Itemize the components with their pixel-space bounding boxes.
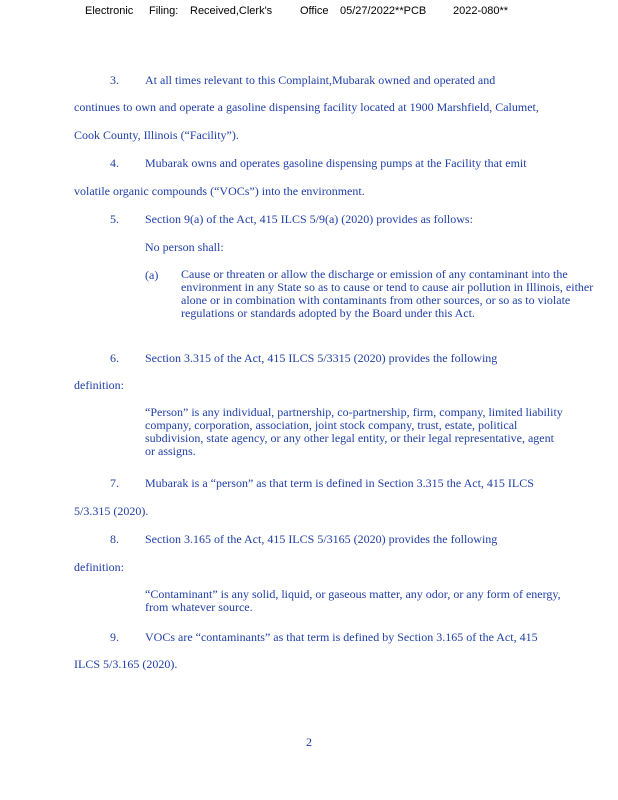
paragraph-3-line-3: Cook County, Illinois (“Facility”). (74, 128, 239, 142)
paragraph-3-line-2: continues to own and operate a gasoline dispensing facility located at 1900 Marshfield, Calumet, (74, 100, 539, 114)
header-date: 05/27/2022**PCB (340, 5, 427, 17)
paragraph-8-line-2: definition: (74, 560, 124, 574)
paragraph-8-number: 8. (110, 532, 119, 546)
paragraph-7-line-2: 5/3.315 (2020). (74, 504, 149, 518)
paragraph-4-line-2: volatile organic compounds (“VOCs”) into the environment. (74, 184, 365, 198)
paragraph-5-intro: No person shall: (145, 240, 224, 254)
paragraph-9-line-2: ILCS 5/3.165 (2020). (74, 657, 178, 671)
paragraph-4-line-1: Mubarak owns and operates gasoline dispensing pumps at the Facility that emit (145, 156, 527, 170)
paragraph-9-line-1: VOCs are “contaminants” as that term is defined by Section 3.165 of the Act, 415 (145, 630, 538, 644)
paragraph-5-line-1: Section 9(a) of the Act, 415 ILCS 5/9(a) (2020) provides as follows: (145, 212, 473, 226)
header-office: Office (300, 5, 329, 17)
header-case: 2022-080** (453, 5, 509, 17)
paragraph-6-quote: “Person” is any individual, partnership, co-partnership, firm, company, limited liability company, corporation, association, joint stock company, trust, estate, political subdivision, state agency, or any other legal entity, or their legal representative, agent or assigns. (145, 405, 563, 458)
header-received: Received,Clerk's (190, 5, 273, 17)
paragraph-6-number: 6. (110, 351, 119, 365)
filing-header (0, 5, 618, 19)
paragraph-5-number: 5. (110, 212, 119, 226)
paragraph-6-line-2: definition: (74, 378, 124, 392)
paragraph-3-number: 3. (110, 73, 119, 87)
paragraph-6-line-1: Section 3.315 of the Act, 415 ILCS 5/3315 (2020) provides the following (145, 351, 498, 365)
paragraph-7-number: 7. (110, 476, 119, 490)
paragraph-3-line-1: At all times relevant to this Complaint,Mubarak owned and operated and (145, 73, 496, 87)
paragraph-4-number: 4. (110, 156, 119, 170)
header-filing: Filing: (149, 5, 179, 17)
page-number: 2 (306, 735, 312, 749)
paragraph-5-item-label: (a) (145, 268, 159, 282)
header-electronic: Electronic (85, 5, 134, 17)
paragraph-9-number: 9. (110, 630, 119, 644)
paragraph-7-line-1: Mubarak is a “person” as that term is defined in Section 3.315 the Act, 415 ILCS (145, 476, 534, 490)
paragraph-5-item-text: Cause or threaten or allow the discharge or emission of any contaminant into the environment in any State so as to cause or tend to cause air pollution in Illinois, either alone or in combination with contaminants from other sources, or so as to violate regulations or standards adopted by the Board under this Act. (181, 267, 594, 320)
paragraph-8-quote: “Contaminant” is any solid, liquid, or gaseous matter, any odor, or any form of energy, from whatever source. (145, 587, 561, 614)
paragraph-8-line-1: Section 3.165 of the Act, 415 ILCS 5/3165 (2020) provides the following (145, 532, 498, 546)
